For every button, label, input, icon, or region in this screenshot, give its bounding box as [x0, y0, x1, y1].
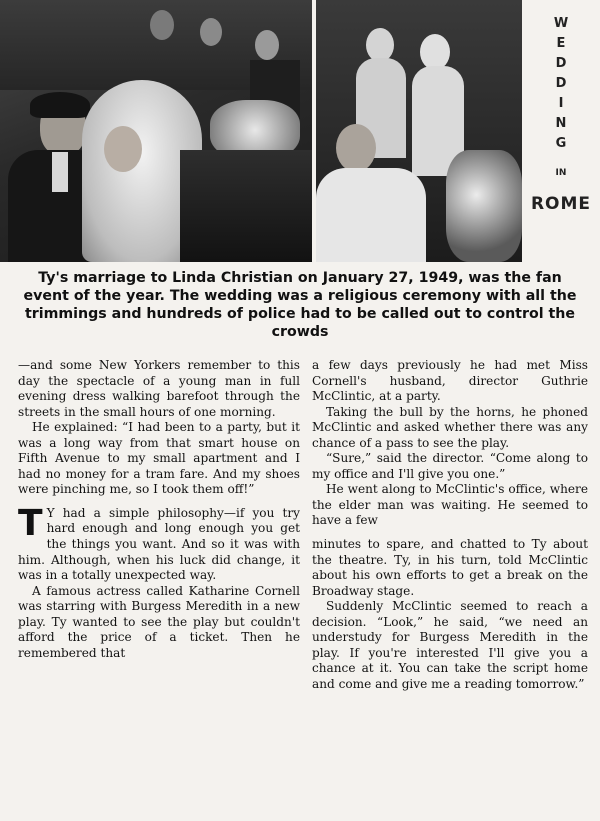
article-paragraph: He went along to McClintic's office, where the elder man was waiting. He seemed to have a few — [312, 482, 588, 528]
title-letter: D — [555, 76, 567, 91]
title-letter: G — [555, 136, 567, 151]
photo-caption: Ty's marriage to Linda Christian on January 27, 1949, was the fan event of the year. The wedding was a religious ceremony with all the trimmings and hundreds of police had to be called out to control the crowds — [23, 270, 577, 340]
title-letter: W — [553, 16, 569, 31]
article-left-column — [18, 358, 300, 661]
title-place: ROME — [530, 194, 592, 214]
article-right-column — [312, 358, 588, 692]
title-letter: N — [555, 116, 567, 131]
title-letter: D — [555, 56, 567, 71]
article-paragraph: He explained: “I had been to a party, but it was a long way from that smart house on Fifth Avenue to my small apartment and I had no money for a tram fare. And my shoes were pinching me, so I took them off!” — [18, 420, 300, 497]
title-in-word: IN — [555, 168, 567, 178]
photo-strip — [0, 0, 600, 262]
article-paragraph: minutes to spare, and chatted to Ty about the theatre. Ty, in his turn, told McClintic about his own efforts to get a break on the Broadway stage. — [312, 537, 588, 598]
article-paragraph: A famous actress called Katharine Cornell was starring with Burgess Meredith in a new play. Ty wanted to see the play but couldn't afford the price of a ticket. Then he remembered that — [18, 583, 300, 660]
wedding-couple-photo — [0, 0, 312, 262]
wedding-ceremony-photo — [316, 0, 522, 262]
title-letter: I — [558, 96, 564, 111]
article-paragraph: Suddenly McClintic seemed to reach a decision. “Look,” he said, “we need an understudy for Burgess Meredith in the play. If you're interested I'll give you a chance at it. You can take the script home and come and give me a reading tomorrow.” — [312, 599, 588, 691]
drop-cap: T — [18, 502, 43, 544]
article-paragraph: a few days previously he had met Miss Cornell's husband, director Guthrie McClintic, at a party. — [312, 358, 588, 404]
article-paragraph: Taking the bull by the horns, he phoned McClintic and asked whether there was any chance of a pass to see the play. — [312, 404, 588, 450]
article-paragraph-dropcap — [18, 502, 300, 584]
article-paragraph: —and some New Yorkers remember to this day the spectacle of a young man in full evening dress walking barefoot through the streets in the small hours of one morning. — [18, 358, 300, 419]
article-paragraph: “Sure,” said the director. “Come along to my office and I'll give you one.” — [312, 451, 588, 481]
article-paragraph-text: Y had a simple philosophy—if you try hard enough and long enough you get the things you want. And so it was with him. Although, when his luck did change, it was in a totally unexpected way. — [18, 505, 300, 583]
wedding-in-rome-title — [522, 0, 600, 262]
title-letter: E — [556, 36, 566, 51]
